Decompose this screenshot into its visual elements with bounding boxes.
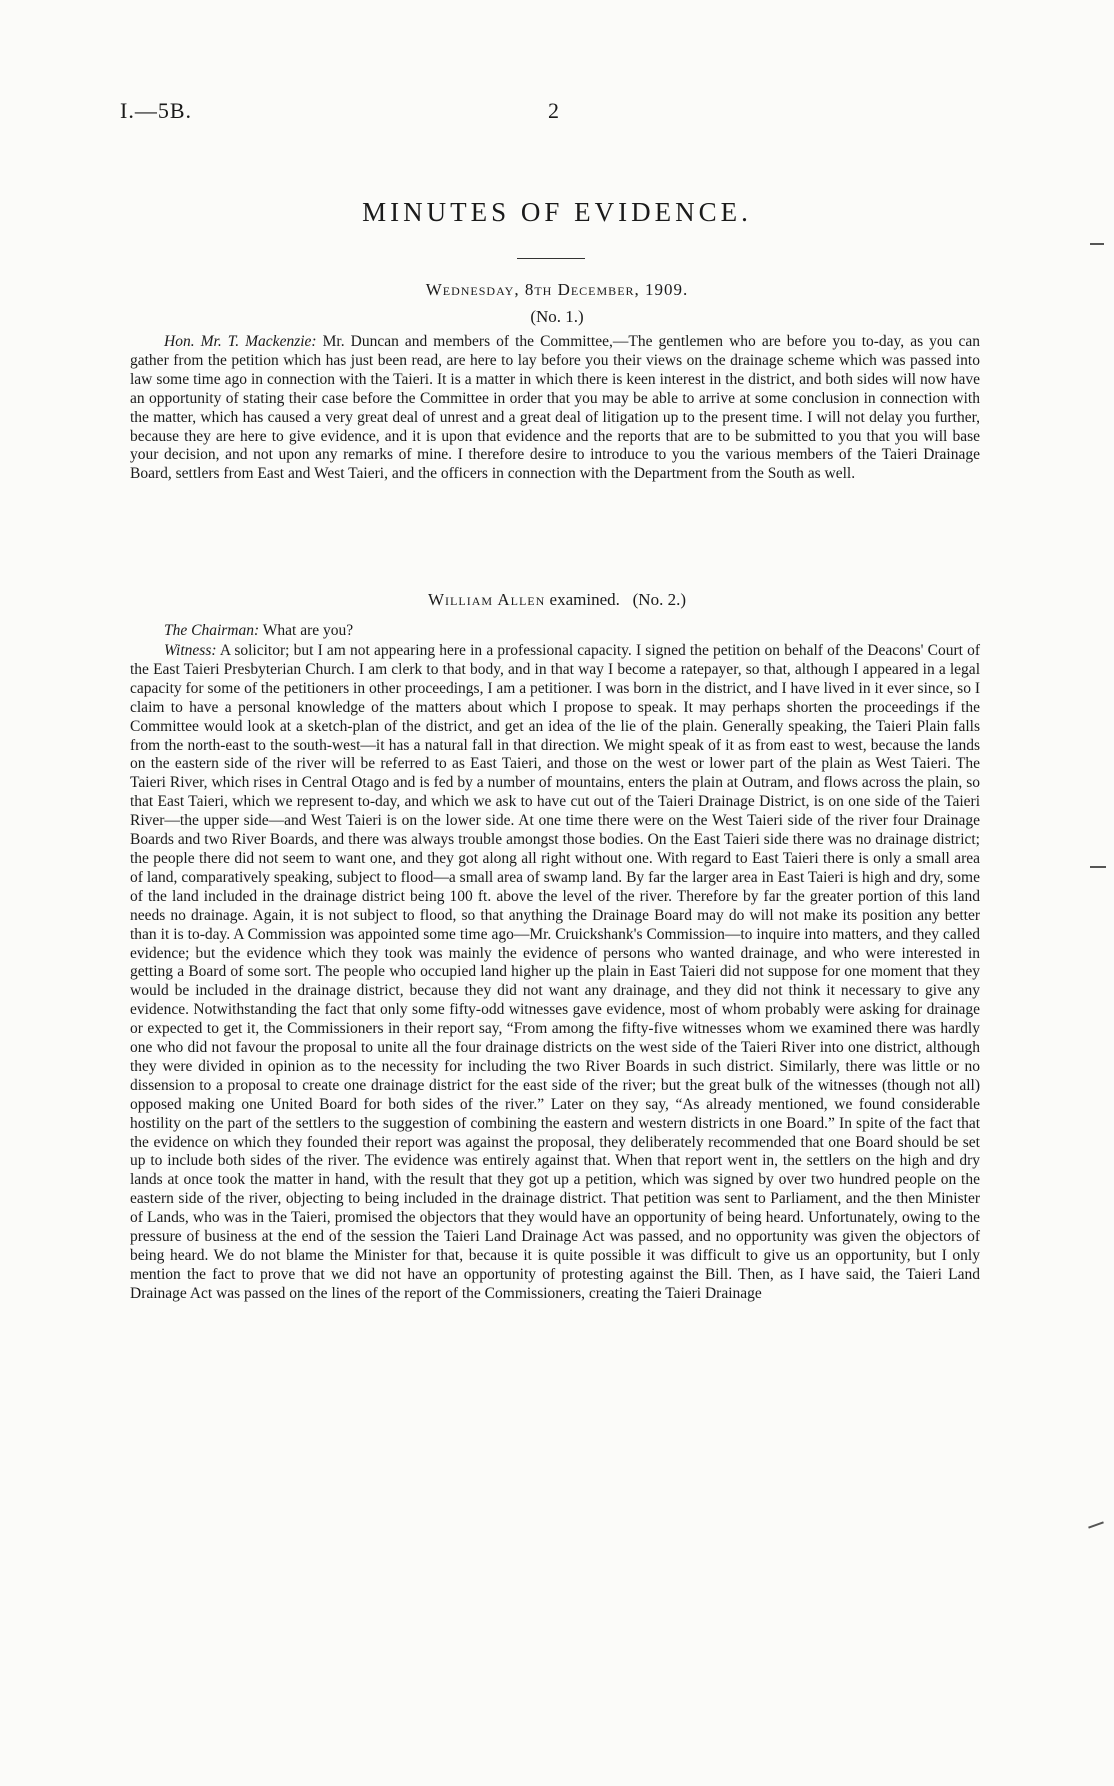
answer-speaker: Witness: xyxy=(164,642,217,659)
witness-number: (No. 2.) xyxy=(632,590,686,609)
margin-mark xyxy=(1088,1521,1104,1528)
margin-mark xyxy=(1090,866,1106,868)
opening-speaker: Hon. Mr. T. Mackenzie: xyxy=(164,333,317,350)
session-date: Wednesday, 8th December, 1909. xyxy=(425,280,689,299)
witness-name: William Allen xyxy=(428,590,546,609)
chairman-question xyxy=(130,622,980,641)
margin-mark xyxy=(1090,243,1104,245)
opening-text: Mr. Duncan and members of the Committee,—The gentlemen who are before you to-day, as you can gather from the petition which has just been read, are here to lay before you their views on the drainage scheme which was passed into law some time ago in connection with the Taieri. It is a matter in which there is keen interest in the district, and both sides will now have an opportunity of stating their case before the Committee in order that you may be able to arrive at some conclusion in connection with the matter, which has caused a very great deal of unrest and a great deal of litigation up to the present time. I will not delay you further, because they are here to give evidence, and it is upon that evidence and the reports that are to be submitted to you that you will base your decision, and not upon any remarks of mine. I therefore desire to introduce to you the various members of the Taieri Drainage Board, settlers from East and West Taieri, and the officers in connection with the Department from the South as well. xyxy=(130,333,980,483)
witness-answer xyxy=(130,642,980,1304)
paper-reference: I.—5B. xyxy=(120,98,192,123)
title-divider xyxy=(517,258,585,259)
witness-examined-label: examined. xyxy=(549,590,620,609)
session-number: (No. 1.) xyxy=(530,307,584,326)
witness-heading xyxy=(0,590,1114,610)
page-number: 2 xyxy=(548,98,560,123)
question-text: What are you? xyxy=(262,622,354,639)
page-title: MINUTES OF EVIDENCE. xyxy=(362,197,752,227)
opening-statement xyxy=(130,333,980,484)
question-speaker: The Chairman: xyxy=(164,622,260,639)
answer-text: A solicitor; but I am not appearing here in a professional capacity. I signed the petition on behalf of the Deacons' Court of the East Taieri Presbyterian Church. I am clerk to that body, and in that way I become a ratepayer, so that, although I appeared in a legal capacity for some of the petitioners in other proceedings, I am a petitioner. I was born in the district, and I have lived in it ever since, so I claim to have a personal knowledge of the matters about which I propose to speak. It may perhaps shorten the proceedings if the Committee would look at a sketch-plan of the district, and get an idea of the lie of the plain. Generally speaking, the Taieri Plain falls from the north-east to the south-west—it has a natural fall in that direction. We might speak of it as from east to west, because the lands on the eastern side of the river will be referred to as East Taieri, and those on the west or lower part of the plain as West Taieri. The Taieri River, which rises in Central Otago and is fed by a number of mountains, enters the plain at Outram, and flows across the plain, so that East Taieri, which we represent to-day, and which we ask to have cut out of the Taieri Drainage District, is on one side of the Taieri River—the upper side—and West Taieri is on the lower side. At one time there were on the West Taieri side of the river four Drainage Boards and two River Boards, and there was always trouble amongst those bodies. On the East Taieri side there was no drainage district; the people there did not seem to want one, and they got along all right without one. With regard to East Taieri there is only a small area of land, comparatively speaking, subject to flood—a small area of swamp land. By far the larger area in East Taieri is high and dry, some of the land included in the drainage district being 100 ft. above the level of the river. Therefore by far the greater portion of this land needs no drainage. Again, it is not subject to flood, so that anything the Drainage Board may do will not make its position any better than it is to-day. A Commission was appointed some time ago—Mr. Cruickshank's Commission—to inquire into matters, and they called evidence; but the evidence which they took was mainly the evidence of persons who wanted drainage, and who were interested in getting a Board of some sort. The people who occupied land higher up the plain in East Taieri did not suppose for one moment that they would be included in the drainage district, because they did not want any drainage, and they did not think it necessary to give any evidence. Notwithstanding the fact that only some fifty-odd witnesses gave evidence, most of whom probably were asking for drainage or expected to get it, the Commissioners in their report say, “From among the fifty-five witnesses whom we examined there was hardly one who did not favour the proposal to unite all the four drainage districts on the west side of the Taieri River into one district, although they were divided in opinion as to the necessity for including the two River Boards in such district. Similarly, there was little or no dissension to a proposal to create one drainage district for the east side of the river; but the great bulk of the witnesses (though not all) opposed making one United Board for both sides of the river.” Later on they say, “As already mentioned, we found considerable hostility on the part of the settlers to the suggestion of combining the eastern and western districts in one Board.” In spite of the fact that the evidence on which they founded their report was against the proposal, they deliberately recommended that one Board should be set up to include both sides of the river. The evidence was entirely against that. When that report went in, the settlers on the high and dry lands at once took the matter in hand, with the result that they got up a petition, which was signed by over two hundred people on the eastern side of the river, objecting to being included in the drainage district. That petition was sent to Parliament, and the then Minister of Lands, who was in the Taieri, promised the objectors that they would have an opportunity of being heard. Unfortunately, owing to the pressure of business at the end of the session the Taieri Land Drainage Act was passed, and no opportunity was given the objectors of being heard. We do not blame the Minister for that, because it is quite possible it was difficult to give us an opportunity, but I only mention the fact to prove that we did not have an opportunity of protesting against the Bill. Then, as I have said, the Taieri Land Drainage Act was passed on the lines of the report of the Commissioners, creating the Taieri Drainage xyxy=(130,642,980,1302)
